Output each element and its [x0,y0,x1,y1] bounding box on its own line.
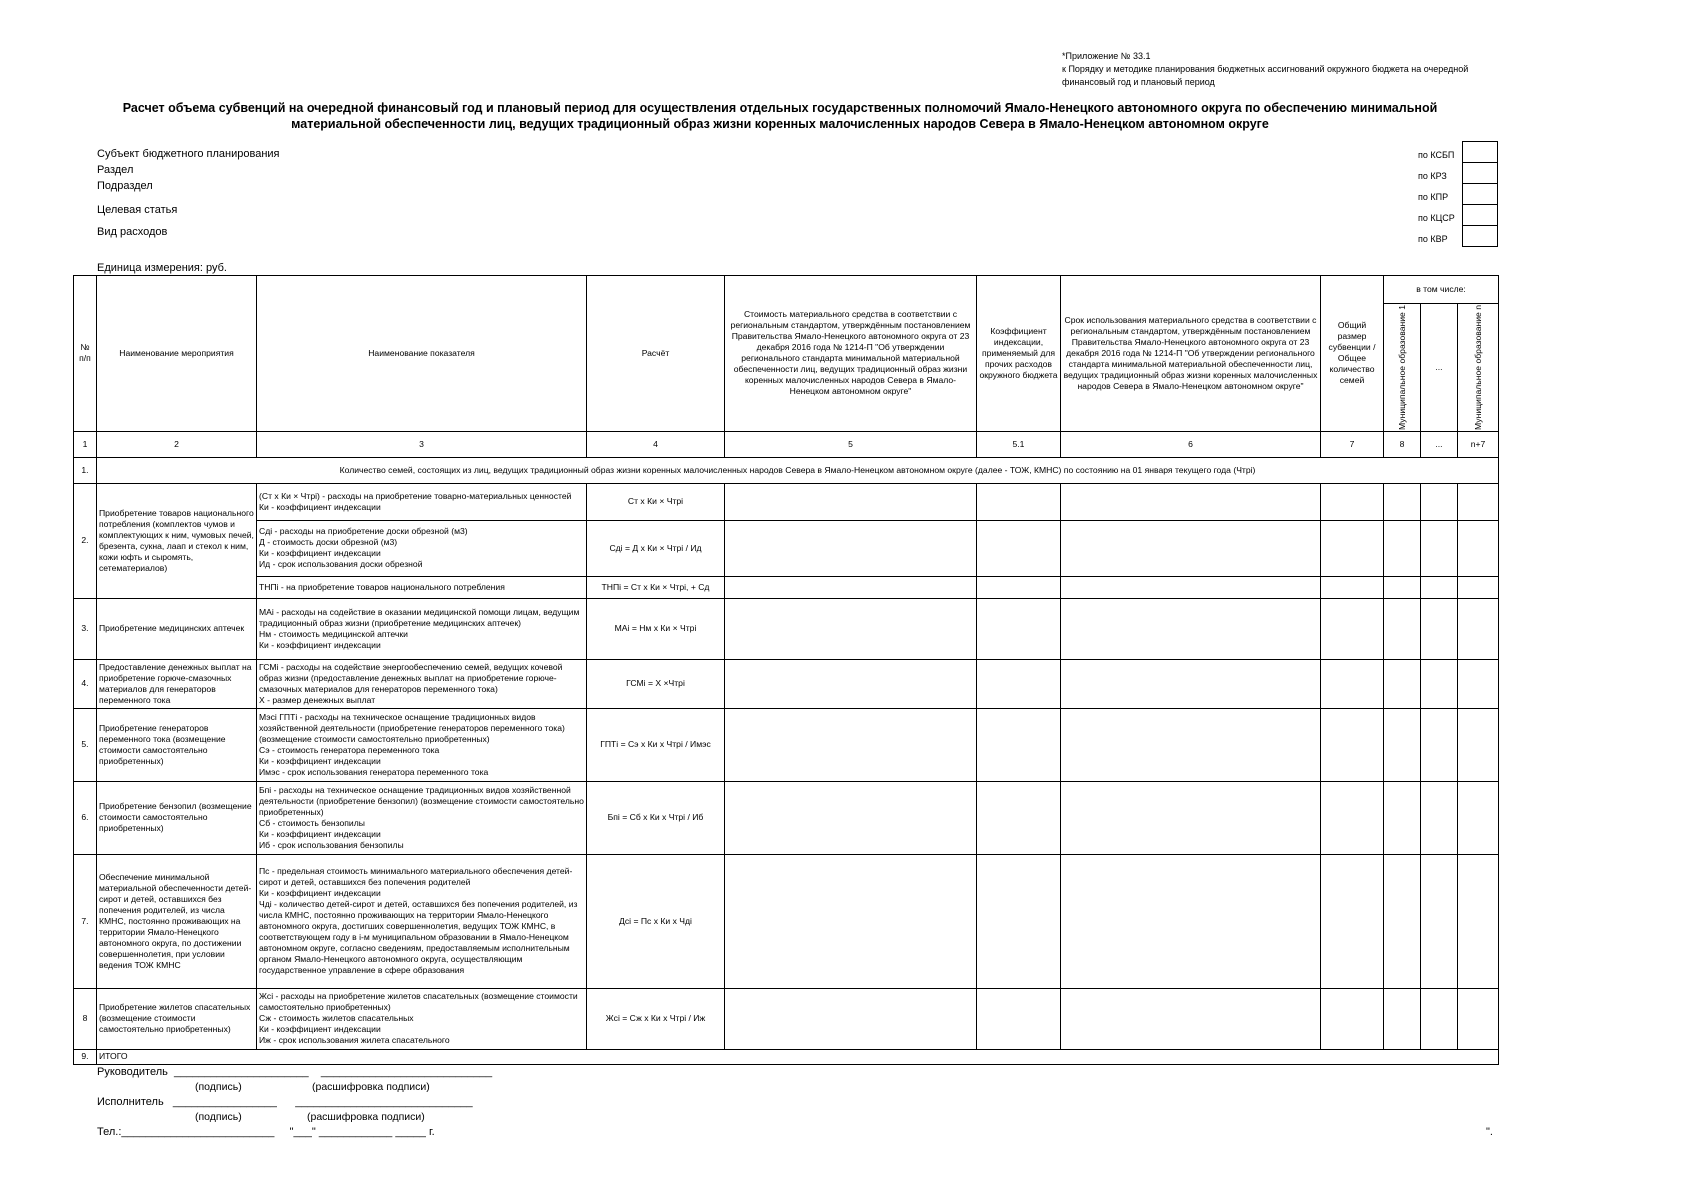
header-term: Срок использования материального средства в соответствии с региональным стандартом, утверждённым постановлением Правительства Ямало-Ненецкого автономного округа от 23 декабря 2016 года № 1214-П "Об утверждении регионального стандарта минимальной материальной обеспеченности лиц, ведущих традиционный образ жизни коренных малочисленных народов Севера в Ямало-Ненецком автономном округе" [1061,276,1321,432]
row-event: Обеспечение минимальной материальной обеспеченности детей-сирот и детей, оставшихся без попечения родителей, из числа КМНС, постоянно проживающих на территории Ямало-Ненецкого автономного округа, по достижении совершеннолетия, при условии ведения ТОЖ КМНС [97,854,257,988]
table-row: 6. Приобретение бензопил (возмещение стоимости самостоятельно приобретенных) Бпi - расходы на техническое оснащение традиционных видов хозяйственной деятельности (приобретение бензопил) (возмещение стоимости самостоятельно приобретенных) Сб - стоимость бензопилы Ки - коэффициент индексации Иб - срок использования бензопилы Бпi = Сб х Ки х Чтрi / Иб [74,781,1499,854]
meta-section: Раздел [97,164,134,176]
colnum: 4 [587,431,725,457]
phone-field[interactable]: _________________________ [121,1126,275,1138]
table-row: 4. Предоставление денежных выплат на приобретение горюче-смазочных материалов для генераторов переменного тока ГСМi - расходы на содействие энергообеспечению семей, ведущих кочевой образ жизни (предоставление денежных выплат на приобретение горюче-смазочных материалов для генераторов переменного тока) Х - размер денежных выплат ГСМi = Х ×Чтрi [74,659,1499,708]
head-decode-field[interactable]: ____________________________ [320,1066,493,1078]
executor-decode-field[interactable]: _____________________________ [295,1096,473,1108]
code-kcsr: по КЦСР [1418,204,1498,225]
table-row: 5. Приобретение генераторов переменного тока (возмещение стоимости самостоятельно приобретенных) Мэсi ГПТi - расходы на техническое оснащение традиционных видов хозяйственной деятельности (приобретение генераторов переменного тока) (возмещение стоимости самостоятельно приобретенных) Сэ - стоимость генератора переменного тока Ки - коэффициент индексации Имэс - срок использования генератора переменного тока ГПТi = Сэ х Ки х Чтрi / Имэс [74,708,1499,781]
row-event: Приобретение генераторов переменного тока (возмещение стоимости самостоятельно приобретенных) [97,708,257,781]
colnum: ... [1421,431,1458,457]
header-total: Общий размер субвенции /Общее количество семей [1321,276,1384,432]
column-number-row [74,431,1499,457]
colnum: 2 [97,431,257,457]
colnum: 5 [725,431,977,457]
head-sign-field[interactable]: ______________________ [174,1066,309,1078]
row-calc: Бпi = Сб х Ки х Чтрi / Иб [587,781,725,854]
code-ksbp: по КСБП [1418,141,1498,162]
row-calc: Жсi = Сж х Ки х Чтрi / Иж [587,988,725,1049]
appendix-note [1062,50,1502,89]
table-row: 7. Обеспечение минимальной материальной обеспеченности детей-сирот и детей, оставшихся без попечения родителей, из числа КМНС, постоянно проживающих на территории Ямало-Ненецкого автономного округа, по достижении совершеннолетия, при условии ведения ТОЖ КМНС Пс - предельная стоимость минимального материального обеспечения детей-сирот и детей, оставшихся без попечения родителей Ки - коэффициент индексации Чдi - количество детей-сирот и детей, оставшихся без попечения родителей, из числа КМНС, постоянно проживающих на территории Ямало-Ненецкого автономного округа, достигших совершеннолетия, ведущих ТОЖ КМНС, в соответствующем году в i-м муниципальном образовании в Ямало-Ненецком автономном округе, согласно сведениям, предоставляемым исполнительным органом Ямало-Ненецкого автономного округа, осуществляющим государственное управление в сфере образования Дсi = Пс х Ки х Чдi [74,854,1499,988]
colnum: 1 [74,431,97,457]
colnum: 6 [1061,431,1321,457]
header-mon: Муниципальное образование n [1458,304,1499,432]
header-cost: Стоимость материального средства в соответствии с региональным стандартом, утверждённым постановлением Правительства Ямало-Ненецкого автономного округа от 23 декабря 2016 года № 1214-П "Об утверждении регионального стандарта минимальной материальной обеспеченности лиц, ведущих традиционный образ жизни коренных малочисленных народов Севера в Ямало-Ненецком автономном округе" [725,276,977,432]
row-calc: ГСМi = Х ×Чтрi [587,659,725,708]
row-calc: ГПТi = Сэ х Ки х Чтрi / Имэс [587,708,725,781]
executor-signature-line: Исполнитель _________________ _____________________________ [97,1096,473,1108]
meta-subject: Субъект бюджетного планирования [97,148,280,160]
appendix-line1: *Приложение № 33.1 [1062,51,1151,61]
unit-label: Единица измерения: руб. [97,262,227,274]
code-kpr: по КПР [1418,183,1498,204]
colnum: 5.1 [977,431,1061,457]
end-mark: ". [1486,1126,1493,1138]
row-indicator: Пс - предельная стоимость минимального материального обеспечения детей-сирот и детей, оставшихся без попечения родителей Ки - коэффициент индексации Чдi - количество детей-сирот и детей, оставшихся без попечения родителей, из числа КМНС, постоянно проживающих на территории Ямало-Ненецкого автономного округа, достигших совершеннолетия, ведущих ТОЖ КМНС, в соответствующем году в i-м муниципальном образовании в Ямало-Ненецком автономном округе, согласно сведениям, предоставляемым исполнительным органом Ямало-Ненецкого автономного округа, осуществляющим государственное управление в сфере образования [257,854,587,988]
row-indicator: МАi - расходы на содействие в оказании медицинской помощи лицам, ведущим традиционный образ жизни (приобретение медицинских аптечек) Нм - стоимость медицинской аптечки Ки - коэффициент индексации [257,598,587,659]
appendix-line2: к Порядку и методике планирования бюджетных ассигнований окружного бюджета на очередной финансовый год и плановый период [1062,64,1469,87]
code-krz: по КРЗ [1418,162,1498,183]
row-indicator: Сдi - расходы на приобретение доски обрезной (м3) Д - стоимость доски обрезной (м3) Ки - коэффициент индексации Ид - срок использования доски обрезной [257,520,587,576]
table-row: 8 Приобретение жилетов спасательных (возмещение стоимости самостоятельно приобретенных) Жсi - расходы на приобретение жилетов спасательных (возмещение стоимости самостоятельно приобретенных) Сж - стоимость жилетов спасательных Ки - коэффициент индексации Иж - срок использования жилета спасательного Жсi = Сж х Ки х Чтрi / Иж [74,988,1499,1049]
meta-subsection: Подраздел [97,180,153,192]
row-event: Предоставление денежных выплат на приобретение горюче-смазочных материалов для генераторов переменного тока [97,659,257,708]
row-indicator: ТНПi - на приобретение товаров национального потребления [257,576,587,598]
row-calc: ТНПi = Ст х Ки × Чтрi, + Сд [587,576,725,598]
header-num: № п/п [74,276,97,432]
date-field[interactable]: ____________ _____ [318,1126,426,1138]
head-decode-caption: (расшифровка подписи) [312,1081,430,1093]
phone-line: Тел.:_________________________ "___" ____________ _____ г. [97,1126,435,1138]
header-calc: Расчёт [587,276,725,432]
row-event: Приобретение товаров национального потребления (комплектов чумов и комплектующих к ним, чумовых печей, брезента, сукна, лаап и стекол к ним, кожи юфть и сыромять, сетематериалов) [97,483,257,598]
head-sign-caption: (подпись) [195,1081,242,1093]
table-row [74,576,1499,598]
row-indicator: Мэсi ГПТi - расходы на техническое оснащение традиционных видов хозяйственной деятельности (приобретение генераторов переменного тока) (возмещение стоимости самостоятельно приобретенных) Сэ - стоимость генератора переменного тока Ки - коэффициент индексации Имэс - срок использования генератора переменного тока [257,708,587,781]
row-indicator: (Ст х Ки × Чтрi) - расходы на приобретение товарно-материальных ценностей Ки - коэффициент индексации [257,483,587,520]
executor-sign-field[interactable]: _________________ [172,1096,277,1108]
document-title: Расчет объема субвенций на очередной финансовый год и плановый период для осуществления отдельных государственных полномочий Ямало-Ненецкого автономного округа по обеспечению минимальной материальной обеспеченности лиц, ведущих традиционный образ жизни коренных малочисленных народов Севера в Ямало-Ненецком автономном округе [122,101,1438,131]
table-row [74,520,1499,576]
table-row: 2. Приобретение товаров национального потребления (комплектов чумов и комплектующих к ним, чумовых печей, брезента, сукна, лаап и стекол к ним, кожи юфть и сыромять, сетематериалов) (Ст х Ки × Чтрi) - расходы на приобретение товарно-материальных ценностей Ки - коэффициент индексации Ст х Ки × Чтрi [74,483,1499,520]
code-kcsr-field[interactable] [1462,204,1498,226]
code-ksbp-field[interactable] [1462,141,1498,163]
row-calc: Ст х Ки × Чтрi [587,483,725,520]
colnum: 7 [1321,431,1384,457]
table-row: 1. Количество семей, состоящих из лиц, ведущих традиционный образ жизни коренных малочисленных народов Севера в Ямало-Ненецком автономном округе (далее - ТОЖ, КМНС) по состоянию на 01 января текущего года (Чтрi) [74,457,1499,483]
header-coef: Коэффициент индексации, применяемый для прочих расходов окружного бюджета [977,276,1061,432]
total-row: 9. ИТОГО [74,1049,1499,1064]
meta-target: Целевая статья [97,204,178,216]
header-mo1: Муниципальное образование 1 [1384,304,1421,432]
header-event: Наименование мероприятия [97,276,257,432]
row-event: Приобретение бензопил (возмещение стоимости самостоятельно приобретенных) [97,781,257,854]
row-calc: МАi = Нм х Ки × Чтрi [587,598,725,659]
colnum: n+7 [1458,431,1499,457]
subvention-table [73,275,1499,1065]
executor-decode-caption: (расшифровка подписи) [307,1111,425,1123]
header-indicator: Наименование показателя [257,276,587,432]
executor-sign-caption: (подпись) [195,1111,242,1123]
code-kpr-field[interactable] [1462,183,1498,205]
row-indicator: Бпi - расходы на техническое оснащение традиционных видов хозяйственной деятельности (приобретение бензопил) (возмещение стоимости самостоятельно приобретенных) Сб - стоимость бензопилы Ки - коэффициент индексации Иб - срок использования бензопилы [257,781,587,854]
row-event: Приобретение медицинских аптечек [97,598,257,659]
code-kvr: по КВР [1418,225,1498,246]
header-including: в том числе: [1384,276,1499,304]
row-event: Приобретение жилетов спасательных (возмещение стоимости самостоятельно приобретенных) [97,988,257,1049]
head-signature-line: Руководитель ______________________ ____________________________ [97,1066,493,1078]
row1-text: Количество семей, состоящих из лиц, ведущих традиционный образ жизни коренных малочисленных народов Севера в Ямало-Ненецком автономном округе (далее - ТОЖ, КМНС) по состоянию на 01 января текущего года (Чтрi) [97,457,1499,483]
header-dots: ... [1421,304,1458,432]
colnum: 8 [1384,431,1421,457]
row-calc: Дсi = Пс х Ки х Чдi [587,854,725,988]
meta-expense: Вид расходов [97,226,168,238]
row-indicator: Жсi - расходы на приобретение жилетов спасательных (возмещение стоимости самостоятельно приобретенных) Сж - стоимость жилетов спасательных Ки - коэффициент индексации Иж - срок использования жилета спасательного [257,988,587,1049]
colnum: 3 [257,431,587,457]
code-kvr-field[interactable] [1462,225,1498,247]
code-krz-field[interactable] [1462,162,1498,184]
table-row: 3. Приобретение медицинских аптечек МАi - расходы на содействие в оказании медицинской помощи лицам, ведущим традиционный образ жизни (приобретение медицинских аптечек) Нм - стоимость медицинской аптечки Ки - коэффициент индексации МАi = Нм х Ки × Чтрi [74,598,1499,659]
total-label: ИТОГО [97,1049,1499,1064]
row-calc: Сдi = Д х Ки × Чтрi / Ид [587,520,725,576]
row-indicator: ГСМi - расходы на содействие энергообеспечению семей, ведущих кочевой образ жизни (предоставление денежных выплат на приобретение горюче-смазочных материалов для генераторов переменного тока) Х - размер денежных выплат [257,659,587,708]
